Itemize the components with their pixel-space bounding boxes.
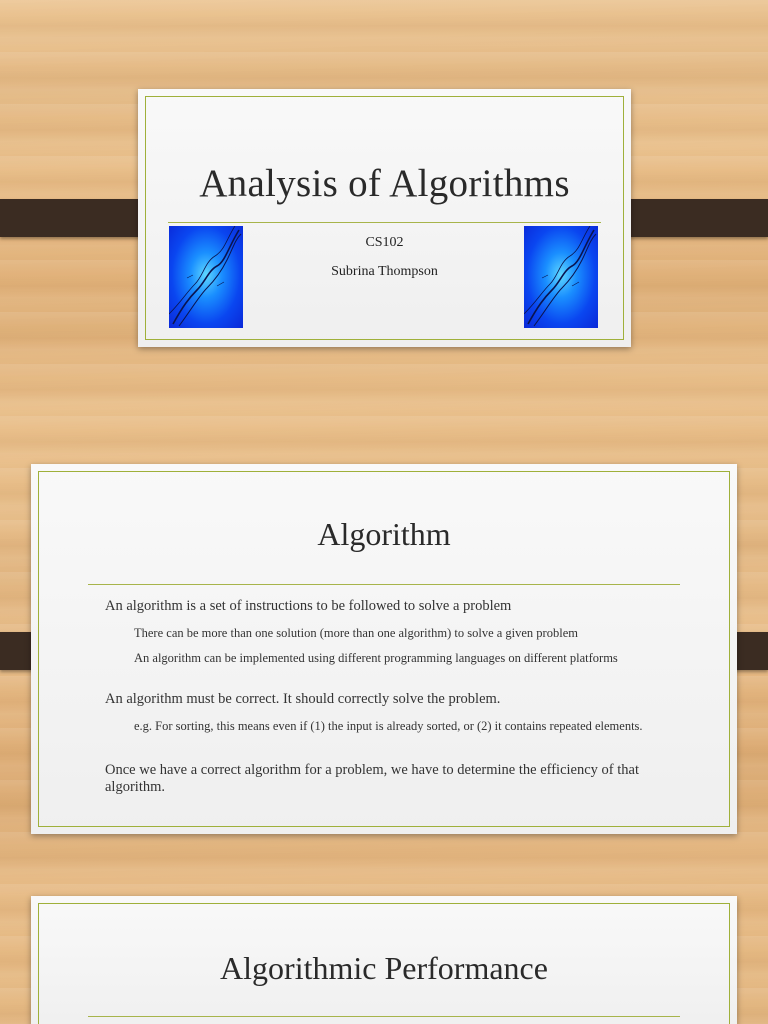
title-divider <box>88 584 680 585</box>
title-divider <box>168 222 601 223</box>
slide-title: Algorithm <box>317 516 451 552</box>
presentation-title: Analysis of Algorithms <box>199 162 570 205</box>
sub-bullet-item: An algorithm can be implemented using different programming languages on different platforms <box>134 651 618 665</box>
bullet-item: An algorithm is a set of instructions to be followed to solve a problem <box>105 598 512 614</box>
slide-band-left-1 <box>0 199 155 237</box>
slide-title: Algorithmic Performance <box>220 950 548 986</box>
course-code: CS102 <box>365 235 404 250</box>
algorithm-graph-image-left <box>169 226 243 328</box>
title-slide[interactable] <box>138 89 631 347</box>
algorithmic-performance-slide[interactable] <box>31 896 737 1024</box>
sub-bullet-item: e.g. For sorting, this means even if (1) the input is already sorted, or (2) it contains repeated elements. <box>134 719 643 733</box>
title-divider <box>88 1016 680 1017</box>
slide-band-right-1 <box>614 199 768 237</box>
algorithm-graph-image-right <box>524 226 598 328</box>
bullet-item: An algorithm must be correct. It should correctly solve the problem. <box>105 691 501 707</box>
sub-bullet-item: There can be more than one solution (more than one algorithm) to solve a given problem <box>134 626 578 640</box>
algorithm-slide[interactable] <box>31 464 737 834</box>
author-name: Subrina Thompson <box>331 264 438 279</box>
bullet-item: Once we have a correct algorithm for a problem, we have to determine the efficiency of that algorithm. <box>105 762 639 795</box>
